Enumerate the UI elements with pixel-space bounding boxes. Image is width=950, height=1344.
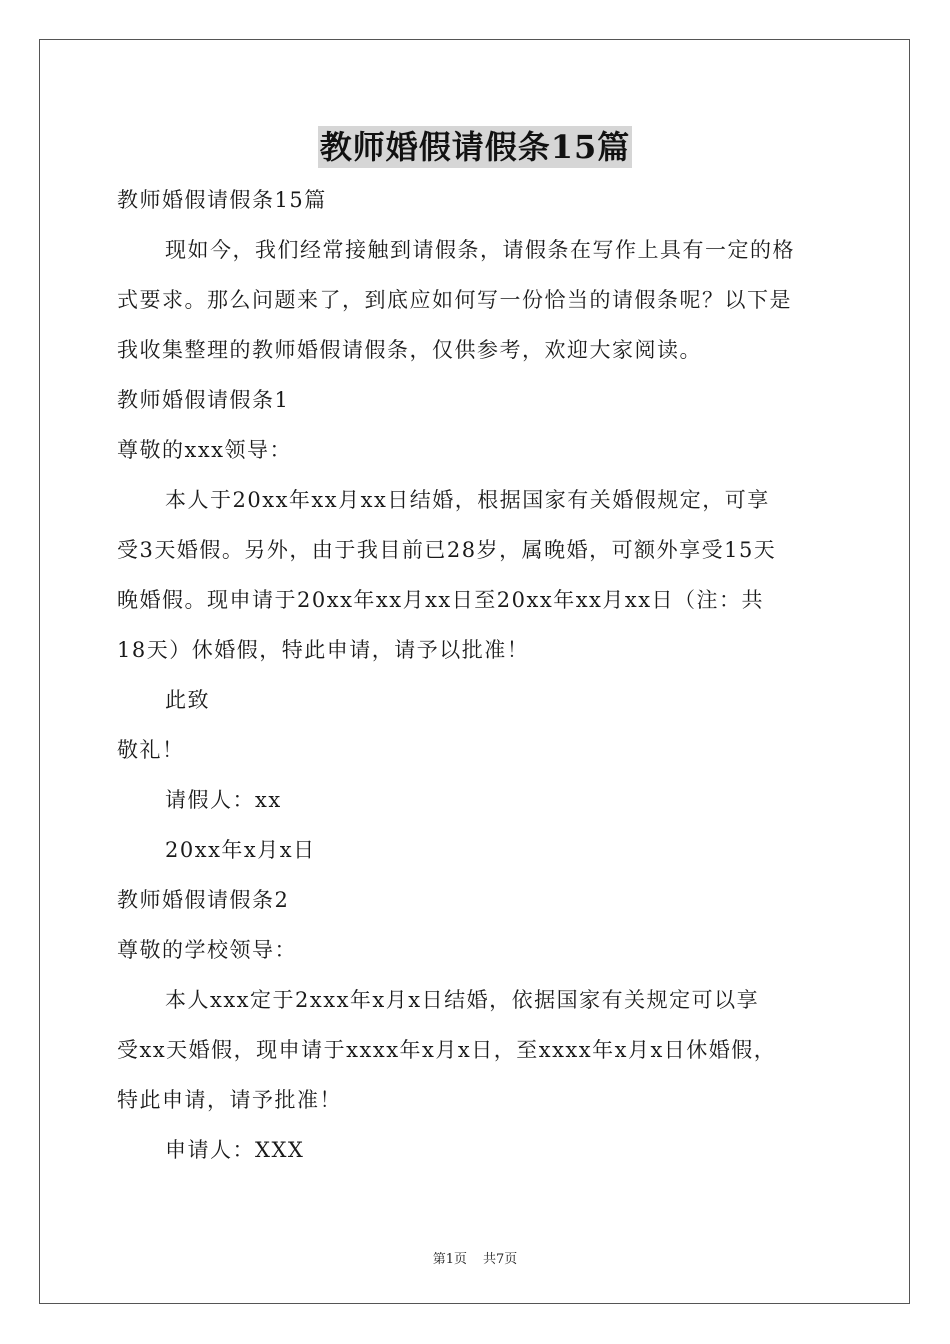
text-line-body1-1: 本人于20xx年xx月xx日结婚，根据国家有关婚假规定，可享 — [165, 488, 770, 512]
text-line-intro-2: 式要求。那么问题来了，到底应如何写一份恰当的请假条呢？以下是 — [117, 288, 792, 312]
title-wrap — [0, 126, 950, 168]
text-line-salutation-1: 尊敬的xxx领导： — [117, 438, 293, 462]
text-line-closing-2: 敬礼！ — [117, 738, 185, 762]
text-line-body2-3: 特此申请，请予批准！ — [117, 1088, 342, 1112]
text-line-body1-3: 晚婚假。现申请于20xx年xx月xx日至20xx年xx月xx日（注：共 — [117, 588, 765, 612]
text-line-body1-2: 受3天婚假。另外，由于我目前已28岁，属晚婚，可额外享受15天 — [117, 538, 777, 562]
page-footer — [0, 1248, 950, 1267]
text-line-closing-1: 此致 — [165, 688, 210, 712]
text-line-body2-2: 受xx天婚假，现申请于xxxx年x月x日，至xxxx年x月x日休婚假， — [117, 1038, 777, 1062]
text-line-signer-2: 申请人：XXX — [165, 1138, 305, 1162]
section-heading-2: 教师婚假请假条2 — [117, 888, 290, 912]
page-border — [39, 39, 910, 1304]
text-line-body1-4: 18天）休婚假，特此申请，请予以批准！ — [117, 638, 530, 662]
section-heading-1: 教师婚假请假条1 — [117, 388, 290, 412]
text-line-subtitle: 教师婚假请假条15篇 — [117, 188, 327, 212]
text-line-body2-1: 本人xxx定于2xxx年x月x日结婚，依据国家有关规定可以享 — [165, 988, 760, 1012]
page-number: 第1页 — [432, 1252, 467, 1267]
text-line-intro-1: 现如今，我们经常接触到请假条，请假条在写作上具有一定的格 — [165, 238, 795, 262]
text-line-salutation-2: 尊敬的学校领导： — [117, 938, 297, 962]
document-title: 教师婚假请假条15篇 — [319, 128, 631, 166]
text-line-intro-3: 我收集整理的教师婚假请假条，仅供参考，欢迎大家阅读。 — [117, 338, 702, 362]
page-total: 共7页 — [483, 1252, 518, 1267]
text-line-date-1: 20xx年x月x日 — [165, 838, 316, 862]
text-line-signer-1: 请假人：xx — [165, 788, 282, 812]
